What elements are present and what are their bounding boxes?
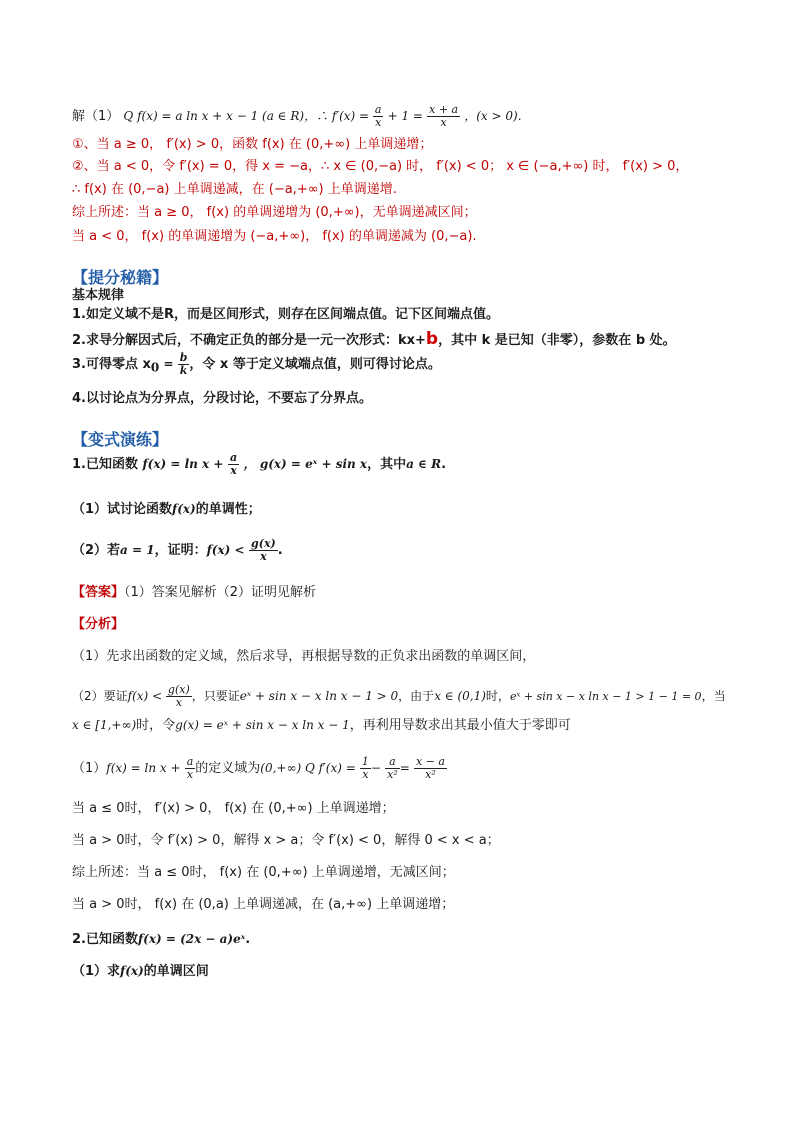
analysis-3: x ∈ [1,+∞)时，令g(x) = eˣ + sin x − x ln x − 1，再利用导数求出其最小值大于零即可	[72, 718, 571, 733]
question-1-part-1: （1）试讨论函数f(x)的单调性；	[72, 502, 261, 517]
answer-tag: 【答案】	[72, 585, 125, 600]
fraction: $\frac{x + a}{x}$	[429, 103, 459, 129]
answer-line: 【答案】（1）答案见解析（2）证明见解析	[72, 585, 317, 600]
solution-1-case-1: 当 a ≤ 0时， f′(x) > 0， f(x) 在 (0,+∞) 上单调递增；	[72, 801, 395, 816]
tips-rule-3: 3.可得零点 $x_0$ = $\frac{b}{k}$ ，令 x 等于定义域端点值，则可得讨论点。	[72, 351, 441, 377]
fraction: $\frac{1}{x}$	[361, 755, 369, 781]
solution-prefix: 解（1）	[72, 109, 120, 124]
fraction: $\frac{a}{x}$	[186, 755, 194, 781]
highlight-b: b	[425, 329, 439, 349]
question-2: 2.已知函数f(x) = (2x − a)eˣ.	[72, 932, 251, 947]
question-2-part-1: （1）求f(x)的单调区间	[72, 964, 209, 979]
solution-summary-1: 综上所述：当 a ≥ 0， f(x) 的单调递增为 (0,+∞)，无单调递减区间；	[72, 205, 477, 220]
question-1: 1.已知函数 f(x) = ln x + $\frac{a}{x}$ ， g(x) = eˣ + sin x，其中a ∈ R.	[72, 451, 447, 477]
analysis-tag: 【分析】	[72, 617, 125, 632]
fraction: $\frac{x - a}{\text{x²}}$	[415, 755, 445, 781]
solution-1-summary-2: 当 a > 0时， f(x) 在 (0,a) 上单调递减，在 (a,+∞) 上单调递增；	[72, 897, 455, 912]
tips-rule-2: 2.求导分解因式后，不确定正负的部分是一元一次形式：kx+b，其中 k 是已知（非零），参数在 b 处。	[72, 329, 676, 349]
analysis-1: （1）先求出函数的定义域，然后求导，再根据导数的正负求出函数的单调区间，	[72, 649, 536, 664]
fraction: $\frac{g(x)}{x}$	[251, 537, 276, 563]
section-heading-tips: 【提分秘籍】	[72, 268, 169, 287]
fraction: $\frac{g(x)}{x}$	[167, 683, 190, 709]
fraction: $\frac{a}{x}$	[229, 451, 238, 477]
solution-line-1: 解（1） Q f(x) = a ln x + x − 1 (a ∈ R)，∴ f′(x) = $\frac{a}{x}$ + 1 = $\frac{x + a}{x}$ ，(x > 0).	[72, 103, 522, 129]
solution-1-domain: （1）f(x) = ln x + $\frac{a}{x}$ 的定义域为(0,+∞) Q f′(x) = $\frac{1}{x}$ − $\frac{a}{\text{x²}}$ = $\frac{x - a}{\text{x²}}$	[72, 755, 445, 781]
section-heading-practice: 【变式演练】	[72, 430, 169, 449]
analysis-2: （2）要证f(x) < $\frac{g(x)}{x}$ ，只要证eˣ + sin x − x ln x − 1 > 0，由于x ∈ (0,1)时，eˣ + sin x − x ln x − 1 > 1 − 1 = 0，当	[72, 683, 726, 709]
solution-case-2-result: ∴ f(x) 在 (0,−a) 上单调递减，在 (−a,+∞) 上单调递增.	[72, 182, 397, 197]
solution-summary-2: 当 a < 0， f(x) 的单调递增为 (−a,+∞)， f(x) 的单调递减为 (0,−a).	[72, 229, 477, 244]
solution-case-1: ①、当 a ≥ 0， f′(x) > 0，函数 f(x) 在 (0,+∞) 上单调递增；	[72, 137, 433, 152]
solution-1-summary-1: 综上所述：当 a ≤ 0时， f(x) 在 (0,+∞) 上单调递增，无减区间；	[72, 865, 455, 880]
tips-rule-4: 4.以讨论点为分界点，分段讨论，不要忘了分界点。	[72, 391, 372, 406]
fraction: $\frac{a}{\text{x²}}$	[387, 755, 398, 781]
solution-1-case-2: 当 a > 0时，令 f′(x) > 0，解得 x > a；令 f′(x) < 0，解得 0 < x < a；	[72, 833, 500, 848]
fraction: $\frac{b}{k}$	[179, 351, 188, 377]
fraction: $\frac{a}{x}$	[374, 103, 382, 129]
question-1-part-2: （2）若a = 1，证明：f(x) < $\frac{g(x)}{x}$ .	[72, 537, 283, 563]
tips-rule-1: 1.如定义域不是R，而是区间形式，则存在区间端点值。记下区间端点值。	[72, 307, 499, 322]
tips-subheading: 基本规律	[72, 288, 125, 303]
solution-case-2: ②、当 a < 0，令 f′(x) = 0，得 x = −a，∴ x ∈ (0,−a) 时， f′(x) < 0； x ∈ (−a,+∞) 时， f′(x) > 0，	[72, 159, 689, 174]
